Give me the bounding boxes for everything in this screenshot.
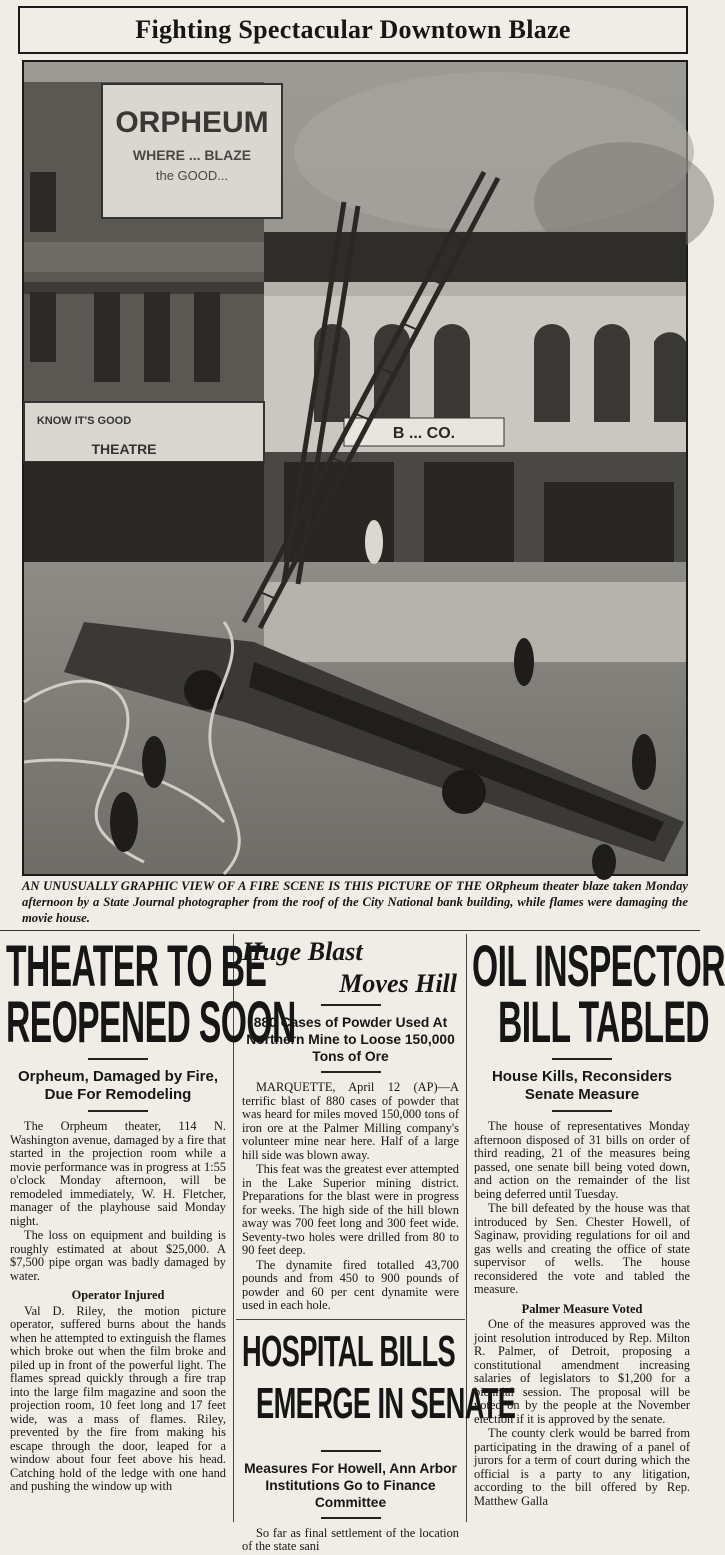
photo-caption: AN UNUSUALLY GRAPHIC VIEW OF A FIRE SCENE IS THIS PICTURE OF THE ORpheum theater blaze taken Monday afternoon by a State Journal photographer from the roof of the City National bank building, while flames were damaging the movie house. xyxy=(22,879,688,925)
paragraph: The county clerk would be barred from participating in the drawing of a panel of jurors for a term of court during which the official is a party to any litigation, according to the bill offered by Rep. Matthew Galla xyxy=(474,1426,690,1508)
headline-line2: BILL TABLED xyxy=(498,990,710,1055)
body-blast xyxy=(242,1081,459,1313)
headline-line1: OIL INSPECTOR xyxy=(472,934,725,999)
article-blast xyxy=(236,934,516,1555)
deck-hospital: Measures For Howell, Ann Arbor Institutions Go to Finance Committee xyxy=(244,1460,457,1510)
headline-rule xyxy=(88,1058,148,1060)
headline-line1: THEATER TO BE xyxy=(6,934,267,999)
headline-oil xyxy=(468,934,725,1055)
headline-line2: REOPENED SOON xyxy=(6,990,296,1055)
deck-rule xyxy=(321,1071,381,1073)
headline-rule xyxy=(321,1004,381,1006)
fire-scene-illustration xyxy=(24,62,686,874)
headline-blast-line1: Huge Blast xyxy=(242,937,363,966)
paragraph: The house of representatives Monday afternoon disposed of 31 bills on order of third reading, 21 of the measures being passed, one senate bill being voted down, and action on the remainder of the list being deferred until Tuesday. xyxy=(474,1119,690,1201)
headline-line2: EMERGE IN SENATE xyxy=(256,1378,516,1428)
subhead-operator-injured: Operator Injured xyxy=(71,1288,165,1302)
headline-hospital xyxy=(236,1326,516,1444)
paragraph: The dynamite fired totalled 43,700 pounds and from 450 to 900 pounds of powder and 60 per cent dynamite were used in each hole. xyxy=(242,1257,459,1312)
paragraph: So far as final settlement of the location of the state sani xyxy=(242,1525,459,1553)
headline-line1: HOSPITAL BILLS xyxy=(242,1326,456,1376)
marquee-theatre-text: THEATRE xyxy=(91,441,157,457)
paragraph: This feat was the greatest ever attempted in the Lake Superior mining district. Preparations for the blast were in progress for weeks. The high side of the hill blown away was 700 feet long and 300 feet wide. Seventy-two holes were drilled from 80 to 90 feet deep. xyxy=(242,1162,459,1257)
page-title-box xyxy=(18,6,688,54)
deck-oil: House Kills, Reconsiders Senate Measure xyxy=(491,1068,673,1103)
body-hospital xyxy=(242,1527,459,1554)
page-title: Fighting Spectacular Downtown Blaze xyxy=(135,15,571,44)
article-oil-inspector xyxy=(468,934,725,1509)
headline-theater xyxy=(4,934,296,1055)
section-divider xyxy=(0,930,700,931)
paragraph: The loss on equipment and building is roughly estimated at about $25,000. A $7,500 pipe organ was badly damaged by water. xyxy=(10,1228,226,1283)
article-divider xyxy=(236,1319,465,1320)
article-theater xyxy=(4,934,296,1495)
sign-line2-text: WHERE ... BLAZE xyxy=(132,147,252,163)
headline-rule xyxy=(321,1450,381,1452)
column-rule-2 xyxy=(466,934,467,1522)
deck-rule xyxy=(321,1517,381,1519)
paragraph: MARQUETTE, April 12 (AP)—A terrific blast of 880 cases of powder that was heard for miles moved 150,000 tons of iron ore at the Palmer Milling company's volunteer mine near here. Half of a large hill side was blown away. xyxy=(242,1080,459,1162)
body-theater xyxy=(10,1120,226,1494)
subhead-palmer-measure: Palmer Measure Voted xyxy=(521,1301,643,1316)
body-oil xyxy=(474,1120,690,1508)
headline-rule xyxy=(552,1058,612,1060)
paragraph: One of the measures approved was the joint resolution introduced by Rep. Milton R. Palmer, of Detroit, proposing a constitutional amendment increasing salaries of legislators to $1,200 for a biennial session. The proposal will be voted on by the people at the November election if it is approved by the senate. xyxy=(474,1317,690,1426)
deck-rule xyxy=(552,1110,612,1112)
deck-blast: 880 Cases of Powder Used At Northern Mine to Loose 150,000 Tons of Ore xyxy=(246,1015,455,1064)
headline-blast-line2: Moves Hill xyxy=(339,969,457,998)
deck-theater: Orpheum, Damaged by Fire, Due For Remodeling xyxy=(17,1068,219,1103)
paragraph: The bill defeated by the house was that introduced by Sen. Chester Howell, of Saginaw, providing regulations for oil and gas wells and creating the office of state supervisor of wells. The house reconsidered the vote and tabled the measure. xyxy=(474,1201,690,1296)
paragraph: The Orpheum theater, 114 N. Washington avenue, damaged by a fire that started in the projection room while a movie performance was in progress at 1:55 o'clock Monday afternoon, will be remodeled immediately, W. H. Fletcher, manager of the playhouse said Monday night. xyxy=(10,1119,226,1228)
store-sign-text: B ... CO. xyxy=(392,425,456,442)
fire-photo xyxy=(22,60,688,876)
deck-rule xyxy=(88,1110,148,1112)
paragraph: Val D. Riley, the motion picture operator, suffered burns about the hands when he attempted to extinguish the flames which broke out when the film broke and piled up in front of the powerful light. The flames spread quickly through a fire trap into the large film magazine and soon the projection room, 10 feet long and 17 feet wide, was a mass of flames. Riley, prevented by the fire from making his escape through the door, leaped for a window about four feet above his head. Catching hold of the ledge with one hand and pushing the window up with xyxy=(10,1303,226,1493)
sign-line3-text: the GOOD... xyxy=(155,168,229,183)
sign-orpheum-text: ORPHEUM xyxy=(115,106,269,139)
marquee-tagline-text: KNOW IT'S GOOD xyxy=(36,415,132,427)
